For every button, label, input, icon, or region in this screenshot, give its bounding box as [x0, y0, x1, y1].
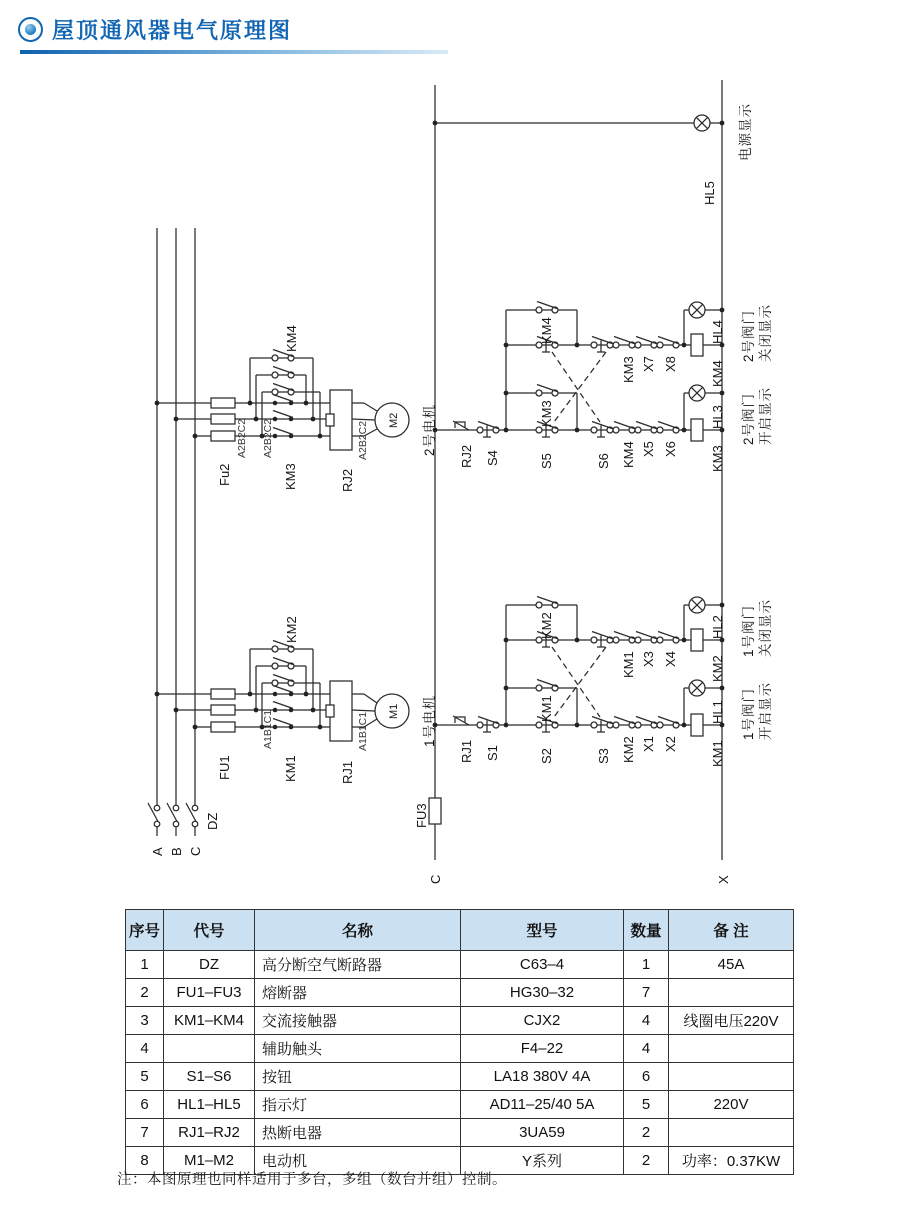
label-rj1-contact: RJ1 — [459, 739, 474, 763]
cell-model: LA18 380V 4A — [461, 1063, 624, 1091]
stop-button-s4-icon — [477, 422, 499, 438]
cell-code — [164, 1035, 255, 1063]
caption-valve1-close: 关闭显示 — [758, 599, 773, 657]
cell-remark: 功率：0.37KW — [669, 1147, 794, 1175]
cell-code: FU1–FU3 — [164, 979, 255, 1007]
cell-model: F4–22 — [461, 1035, 624, 1063]
table-row — [126, 1035, 794, 1063]
footnote: 注：本图原理也同样适用于多台，多组（数台并组）控制。 — [117, 1172, 507, 1188]
lamp-hl3-icon — [689, 385, 705, 401]
page-title: 屋顶通风器电气原理图 — [52, 18, 293, 43]
label-x2: X2 — [663, 736, 678, 752]
motor1-power-circuit — [155, 641, 409, 742]
table-row — [126, 979, 794, 1007]
schematic-labels — [150, 103, 773, 884]
label-x8: X8 — [663, 356, 678, 372]
coil-km3-icon — [691, 419, 703, 441]
component-table — [125, 909, 794, 1175]
col-header-code: 代号 — [164, 910, 255, 951]
label-phase-b: B — [169, 847, 184, 856]
label-rj2-contact: RJ2 — [459, 444, 474, 468]
cell-code: KM1–KM4 — [164, 1007, 255, 1035]
caption-valve2-close: 关闭显示 — [758, 304, 773, 362]
fuse-fu2-icon — [211, 414, 235, 424]
label-km2-interlock: KM2 — [621, 736, 636, 763]
cell-remark: 45A — [669, 951, 794, 979]
cell-model: 3UA59 — [461, 1119, 624, 1147]
label-s4: S4 — [485, 450, 500, 466]
motor2-power-circuit — [155, 350, 409, 451]
fuse-fu1-icon — [211, 722, 235, 732]
caption-valve1-open: 1号阀门 — [741, 687, 756, 740]
label-km3-coil: KM3 — [710, 445, 725, 472]
label-hl3: HL3 — [710, 405, 725, 429]
cell-name: 熔断器 — [255, 979, 461, 1007]
label-s5: S5 — [539, 453, 554, 469]
breaker-pole-c-icon — [186, 803, 198, 836]
label-km3-main: KM3 — [283, 463, 298, 490]
wire-label-m2: A2B2C2 — [236, 418, 248, 458]
cell-index: 3 — [126, 1007, 164, 1035]
cell-model: AD11–25/40 5A — [461, 1091, 624, 1119]
coil-km4-icon — [691, 334, 703, 356]
cell-index: 6 — [126, 1091, 164, 1119]
coil-km1-icon — [691, 714, 703, 736]
cell-index: 8 — [126, 1147, 164, 1175]
fuse-fu2-icon — [211, 398, 235, 408]
lamp-hl1-icon — [689, 680, 705, 696]
label-motor-m1: M1 — [388, 703, 400, 719]
label-x6: X6 — [663, 441, 678, 457]
cell-remark — [669, 979, 794, 1007]
cell-code: S1–S6 — [164, 1063, 255, 1091]
cell-code: HL1–HL5 — [164, 1091, 255, 1119]
stop-button-s1-icon — [477, 717, 499, 733]
label-km2-bypass: KM2 — [284, 616, 299, 643]
wire-label-m1: A1B1C1 — [262, 709, 274, 749]
label-breaker-dz: DZ — [205, 812, 220, 830]
cell-index: 5 — [126, 1063, 164, 1091]
label-x1: X1 — [641, 736, 656, 752]
cell-index: 2 — [126, 979, 164, 1007]
table-row — [126, 1063, 794, 1091]
cell-index: 4 — [126, 1035, 164, 1063]
caption-valve2-open: 2号阀门 — [741, 392, 756, 445]
cell-remark — [669, 1035, 794, 1063]
cell-name: 电动机 — [255, 1147, 461, 1175]
label-bus-c: C — [428, 874, 443, 884]
caption-valve1-close: 1号阀门 — [741, 604, 756, 657]
cell-name: 高分断空气断路器 — [255, 951, 461, 979]
caption-power-display: 电源显示 — [738, 103, 753, 161]
cell-index: 7 — [126, 1119, 164, 1147]
label-km1-main: KM1 — [283, 755, 298, 782]
motor1-control-circuit — [433, 597, 725, 737]
label-phase-c: C — [188, 846, 203, 856]
cell-model: Y系列 — [461, 1147, 624, 1175]
cell-name: 交流接触器 — [255, 1007, 461, 1035]
caption-valve2-open: 开启显示 — [758, 387, 773, 445]
cell-remark — [669, 1119, 794, 1147]
cell-model: HG30–32 — [461, 979, 624, 1007]
label-km4-interlock: KM4 — [621, 441, 636, 468]
table-row — [126, 1091, 794, 1119]
start-button-s3-icon — [591, 717, 613, 733]
wire-label-m2: A2B2C2 — [357, 420, 369, 460]
fuse-fu3-symbol — [429, 798, 441, 824]
cell-name: 辅助触头 — [255, 1035, 461, 1063]
label-s6: S6 — [596, 453, 611, 469]
lamp-hl5-icon — [694, 115, 710, 131]
coil-km2-icon — [691, 629, 703, 651]
name-motor-m2: 2号电机 — [422, 403, 437, 456]
col-header-qty: 数量 — [624, 910, 669, 951]
label-km2-coil: KM2 — [710, 655, 725, 682]
table-row — [126, 1007, 794, 1035]
label-phase-a: A — [150, 847, 165, 856]
label-km1-hold: KM1 — [539, 695, 554, 722]
lamp-hl4-icon — [689, 302, 705, 318]
cell-model: C63–4 — [461, 951, 624, 979]
cell-remark: 线圈电压220V — [669, 1007, 794, 1035]
label-hl2: HL2 — [710, 615, 725, 639]
lamp-hl2-icon — [689, 597, 705, 613]
col-header-index: 序号 — [126, 910, 164, 951]
caption-valve2-close: 2号阀门 — [741, 309, 756, 362]
cell-remark: 220V — [669, 1091, 794, 1119]
label-rj2: RJ2 — [340, 468, 355, 492]
label-bus-x: X — [716, 875, 731, 884]
cell-name: 指示灯 — [255, 1091, 461, 1119]
label-x4: X4 — [663, 651, 678, 667]
start-button-s6-icon — [591, 422, 613, 438]
table-header-row — [126, 910, 794, 951]
label-km3-hold: KM3 — [539, 400, 554, 427]
cell-model: CJX2 — [461, 1007, 624, 1035]
cell-qty: 4 — [624, 1007, 669, 1035]
power-indicator-branch — [433, 115, 725, 131]
cell-name: 热断电器 — [255, 1119, 461, 1147]
label-s2: S2 — [539, 748, 554, 764]
cell-code: RJ1–RJ2 — [164, 1119, 255, 1147]
label-hl1: HL1 — [710, 700, 725, 724]
breaker-pole-b-icon — [167, 803, 179, 836]
label-x3: X3 — [641, 651, 656, 667]
table-row — [126, 1119, 794, 1147]
cell-remark — [669, 1063, 794, 1091]
label-rj1: RJ1 — [340, 760, 355, 784]
fuse-fu2-icon — [211, 431, 235, 441]
fuse-fu1-icon — [211, 689, 235, 699]
motor2-control-circuit — [433, 302, 725, 442]
col-header-remark: 备 注 — [669, 910, 794, 951]
label-s3: S3 — [596, 748, 611, 764]
cell-name: 按钮 — [255, 1063, 461, 1091]
caption-valve1-open: 开启显示 — [758, 682, 773, 740]
wire-label-m2: A2B2C2 — [262, 418, 274, 458]
label-km2-hold: KM2 — [539, 612, 554, 639]
cell-code: M1–M2 — [164, 1147, 255, 1175]
label-km1-coil: KM1 — [710, 740, 725, 767]
label-km4-coil: KM4 — [710, 360, 725, 387]
label-fu1: FU1 — [217, 755, 232, 780]
breaker-pole-a-icon — [148, 803, 160, 836]
label-km4-hold: KM4 — [539, 317, 554, 344]
cell-code: DZ — [164, 951, 255, 979]
label-motor-m2: M2 — [388, 412, 400, 428]
label-s1: S1 — [485, 745, 500, 761]
label-km3-interlock: KM3 — [621, 356, 636, 383]
label-fu3: FU3 — [414, 803, 429, 828]
cell-qty: 5 — [624, 1091, 669, 1119]
thermal-contact-rj1-icon — [453, 716, 469, 725]
cell-qty: 1 — [624, 951, 669, 979]
table-row — [126, 951, 794, 979]
wire-label-m1: A1B1C1 — [357, 711, 369, 751]
col-header-name: 名称 — [255, 910, 461, 951]
name-motor-m1: 1号电机 — [422, 694, 437, 747]
label-km4-bypass: KM4 — [284, 325, 299, 352]
label-x7: X7 — [641, 356, 656, 372]
label-km1-interlock: KM1 — [621, 651, 636, 678]
label-hl4: HL4 — [710, 320, 725, 344]
cell-qty: 2 — [624, 1147, 669, 1175]
cell-qty: 7 — [624, 979, 669, 1007]
cell-qty: 6 — [624, 1063, 669, 1091]
label-hl5: HL5 — [702, 181, 717, 205]
cell-index: 1 — [126, 951, 164, 979]
cell-qty: 4 — [624, 1035, 669, 1063]
cell-qty: 2 — [624, 1119, 669, 1147]
thermal-contact-rj2-icon — [453, 421, 469, 430]
three-phase-lines — [148, 228, 198, 836]
label-fu2: Fu2 — [217, 463, 232, 486]
label-x5: X5 — [641, 441, 656, 457]
fuse-fu1-icon — [211, 705, 235, 715]
col-header-model: 型号 — [461, 910, 624, 951]
